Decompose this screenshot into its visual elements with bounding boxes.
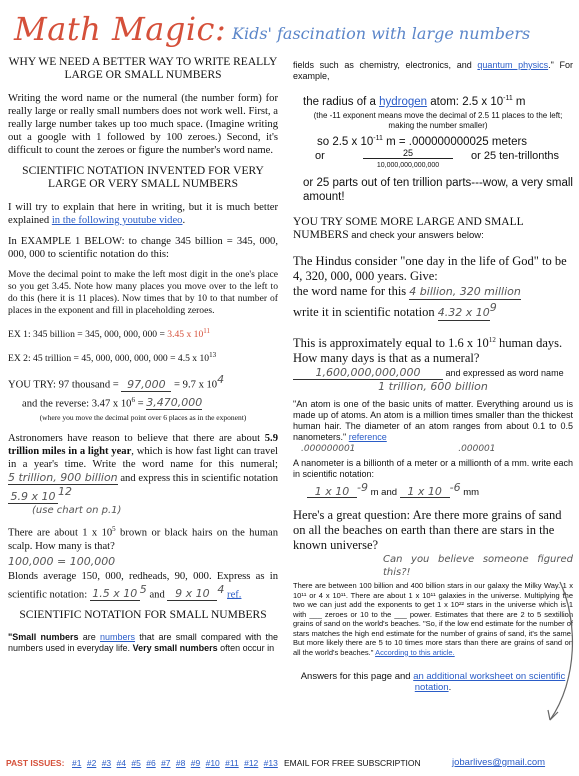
hindus-word-name: the word name for this 4 billion, 320 million [293, 283, 521, 298]
issue-link[interactable]: #3 [101, 758, 112, 768]
heading-why: WHY WE NEED A BETTER WAY TO WRITE REALLY LARGE OR SMALL NUMBERS [8, 56, 278, 81]
issue-link[interactable]: #8 [175, 758, 186, 768]
example-2: EX 2: 45 trillion = 45, 000, 000, 000, 000 = 4.5 x $10^{13}$ [8, 351, 217, 365]
past-issues-label: PAST ISSUES: [6, 758, 65, 768]
nanometer-answers: 1 x 10 $^{-9}$ m and 1 x 10 $^{-6}$ mm [293, 482, 573, 498]
issue-link[interactable]: #10 [205, 758, 220, 768]
para-grains-question: Here's a great question: Are there more grains of sand on all the beaches on earth than there are stars in the known universe? [293, 508, 562, 553]
fraction-numerator: 25 [363, 148, 453, 159]
para-stars: There are between 100 billion and 400 billion stars in our galaxy the Milky Way. 1 x 10¹¹ or 4 x 10¹¹. There are about 1 x 10¹¹ galaxies in the universe. Multiplying the two we can just add the exponents to get 1 x 10²² stars in the universe which is 1 with ___ zeroes or 10 to the ___ power. Estimates that there are 2 to 5 sextillion grains of sand on the world's beaches. "So, if the low end estimate for the number of stars matches the high end estimate for the number of grains of sand, it's the same. But more likely there are 5 to 10 times more stars than there are grains of sand on all the world's beaches." According to this article. [293, 581, 573, 657]
issue-link[interactable]: #13 [263, 758, 278, 768]
days-numeral: 1,600,000,000,000 and expressed as word name [293, 366, 573, 380]
issue-link[interactable]: #6 [146, 758, 156, 768]
past-issues-links [72, 758, 281, 768]
example-1: EX 1: 345 billion = 345, 000, 000, 000 = 3.45 x $10^{11}$ [8, 327, 210, 341]
fraction-row: or 25 10,000,000,000,000 or 25 ten-trillonths [315, 147, 560, 169]
atom-reference-link[interactable]: reference [348, 431, 387, 442]
issue-link[interactable]: #9 [190, 758, 201, 768]
para-writing: Writing the word name or the numeral (the number form) for really large or really small numbers does not work well. First, a really large number takes up too much space. (Imagine writing out a google with 1 followed by 100 zeroes.) Second, it's difficult to count the zeroes or figure the number's word name. [8, 93, 278, 156]
email-link[interactable]: jobarlives@gmail.com [452, 757, 546, 768]
issue-link[interactable]: #7 [161, 758, 171, 768]
handwritten-believe-note: Can you believe someone figured this?! [383, 554, 573, 579]
days-word-name: 1 trillion, 600 billion [378, 379, 488, 393]
hydrogen-link[interactable]: hydrogen [379, 95, 428, 108]
issue-link[interactable]: #11 [225, 758, 239, 768]
heading-sci-notation: SCIENTIFIC NOTATION INVENTED FOR VERY LARGE OR VERY SMALL NUMBERS [22, 165, 264, 190]
issue-link[interactable]: #12 [244, 758, 259, 768]
you-try-1: YOU TRY: 97 thousand = 97,000 = 9.7 x $10^4$ [8, 373, 225, 391]
para-light-year: Astronomers have reason to believe that there are about 5.9 trillion miles in a light year, which is how fast light can travel in a year's time. Write the word name for this numeral; 5 trillion, 900 billion and express this in scientific notation 5.9 x 10 $^{12}$ [8, 433, 278, 503]
para-explain: I will try to explain that here in writing, but it is much better explained in the following youtube video. [8, 202, 278, 226]
para-move-decimal: Move the decimal point to make the left most digit in the one's place so you get 3.45. Note how many places you move over to the left to do this (here it is 11 places). Now times that by 10 to that number of places in the exponent and fill in placeholding zeroes. [8, 269, 278, 316]
para-atom: "An atom is one of the basic units of matter. Everything around us is made up of atoms. An atom is a million times smaller than the thickest human hair. The diameter of an atom ranges from about 0.1 to 0.5 nanometers." reference [293, 398, 573, 442]
radius-note: (the -11 exponent means move the decimal of 2.5 11 places to the left; making the number smaller) [313, 110, 563, 130]
para-example1: In EXAMPLE 1 BELOW: to change 345 billion = 345, 000, 000, 000 to scientific notation do this: [8, 236, 278, 260]
handwritten-hairs-answer: 100,000 = 100,000 [8, 554, 116, 568]
ref-link[interactable]: ref. [227, 589, 242, 601]
article-link[interactable]: According to this article. [375, 647, 455, 657]
right-column [293, 60, 573, 701]
youtube-video-link[interactable]: in the following youtube video [51, 215, 183, 226]
page-subtitle: Kids' fascination with large numbers [232, 24, 531, 43]
radius-line: the radius of a hydrogen atom: 2.5 x $10^{-11}$ m [303, 95, 526, 108]
worksheet-link[interactable]: an additional worksheet on scientific notation [413, 671, 566, 694]
heading-small-numbers: SCIENTIFIC NOTATION FOR SMALL NUMBERS [19, 609, 267, 622]
hindus-sci: write it in scientific notation 4.32 x $10^9$ [293, 300, 497, 319]
handwritten-chart-note: (use chart on p.1) [32, 504, 122, 516]
subscription-label: EMAIL FOR FREE SUBSCRIPTION [284, 758, 421, 768]
left-column [8, 56, 278, 662]
atom-handwritten: .000000001 .000001 [301, 443, 496, 454]
para-hairs: There are about 1 x $10^5$ brown or black hairs on the human scalp. How many is that? [8, 524, 278, 552]
para-small-numbers: "Small numbers are numbers that are small compared with the numbers used in everyday life. Very small numbers often occur in [8, 632, 278, 654]
fraction-denominator: 10,000,000,000,000 [376, 161, 440, 169]
para-hindus: The Hindus consider "one day in the life of God" to be 4, 320, 000, 000 years. Give: [293, 253, 567, 283]
footer [0, 754, 579, 774]
page-header [0, 6, 579, 50]
para-blonds: Blonds average 150, 000, redheads, 90, 000. Express as in scientific notation: 1.5 x 10 $^5$ and 9 x 10 $^4$ ref. [8, 570, 278, 601]
issue-link[interactable]: #1 [72, 758, 82, 768]
you-try-reverse: and the reverse: 3.47 x $10^6 = 3,470,000$ [22, 395, 203, 410]
quantum-physics-link[interactable]: quantum physics [477, 60, 549, 70]
issue-link[interactable]: #5 [131, 758, 141, 768]
you-try-note: (where you move the decimal point over 6 places as in the exponent) [39, 413, 247, 423]
so-line: so 2.5 x $10^{-11}$ m = .000000000025 meters [317, 134, 528, 148]
page-title: Math Magic: [14, 10, 227, 48]
para-fields-cont: fields such as chemistry, electronics, and quantum physics." For example, [293, 60, 573, 81]
issue-link[interactable]: #2 [86, 758, 97, 768]
answers-line: Answers for this page and an additional worksheet on scientific notation. [300, 671, 566, 694]
para-nanometer: A nanometer is a billionth of a meter or a millionth of a mm. write each in scientific notation: [293, 457, 573, 479]
para-human-days: This is approximately equal to 1.6 x $10^{12}$ human days. How many days is that as a numeral? [293, 335, 563, 365]
handwritten-arrow [540, 580, 579, 730]
or-parts: or 25 parts out of ten trillion parts---wow, a very small amount! [303, 176, 573, 203]
issue-link[interactable]: #4 [116, 758, 126, 768]
heading-you-try-more: YOU TRY SOME MORE LARGE AND SMALL NUMBERS and check your answers below: [293, 215, 524, 241]
numbers-link[interactable]: numbers [100, 632, 136, 643]
